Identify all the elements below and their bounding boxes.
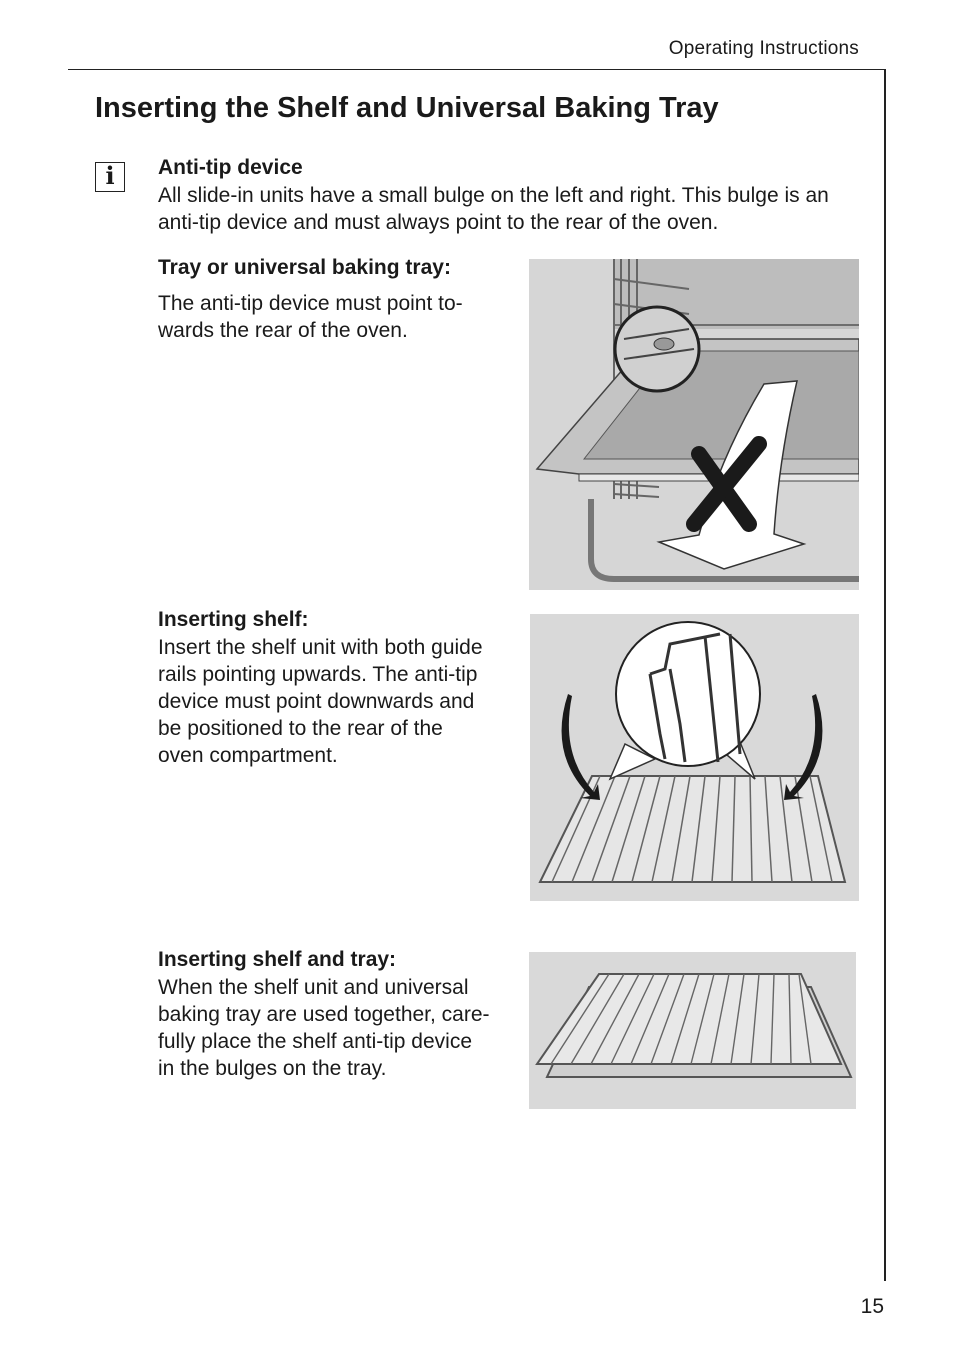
tray-illustration bbox=[529, 259, 859, 590]
side-rule bbox=[884, 69, 886, 1281]
text-line: wards the rear of the oven. bbox=[158, 319, 408, 342]
running-header: Operating Instructions bbox=[668, 38, 859, 59]
text-line: fully place the shelf anti-tip device bbox=[158, 1030, 473, 1053]
text-line: rails pointing upwards. The anti-tip bbox=[158, 663, 478, 686]
section-text bbox=[158, 634, 518, 769]
oven-tray-figure bbox=[529, 259, 859, 590]
page-title: Inserting the Shelf and Universal Baking Tray bbox=[95, 92, 719, 124]
section-heading: Inserting shelf: bbox=[158, 608, 309, 631]
anti-tip-info bbox=[158, 156, 858, 236]
section-heading: Inserting shelf and tray: bbox=[158, 948, 397, 971]
text-line: device must point downwards and bbox=[158, 690, 475, 713]
shelf-tray-illustration bbox=[529, 952, 856, 1109]
shelf-figure bbox=[530, 614, 859, 901]
text-line: in the bulges on the tray. bbox=[158, 1057, 387, 1080]
info-heading: Anti-tip device bbox=[158, 156, 303, 179]
page-number: 15 bbox=[860, 1295, 884, 1318]
section-shelf-tray bbox=[158, 948, 518, 1082]
section-shelf bbox=[158, 608, 518, 769]
section-text bbox=[158, 974, 518, 1082]
section-text bbox=[158, 290, 518, 344]
shelf-illustration bbox=[530, 614, 859, 901]
text-line: Insert the shelf unit with both guide bbox=[158, 636, 483, 659]
info-icon: i bbox=[95, 162, 125, 192]
text-line: The anti-tip device must point to- bbox=[158, 292, 463, 315]
info-text: All slide-in units have a small bulge on the left and right. This bulge is an anti-tip device and must always point to the rear of the oven. bbox=[158, 184, 829, 234]
text-line: baking tray are used together, care- bbox=[158, 1003, 490, 1026]
text-line: oven compartment. bbox=[158, 744, 338, 767]
section-heading: Tray or universal baking tray: bbox=[158, 256, 451, 279]
header-rule bbox=[68, 69, 886, 70]
section-tray bbox=[158, 256, 518, 344]
text-line: be positioned to the rear of the bbox=[158, 717, 443, 740]
shelf-tray-figure bbox=[529, 952, 856, 1109]
text-line: When the shelf unit and universal bbox=[158, 976, 469, 999]
